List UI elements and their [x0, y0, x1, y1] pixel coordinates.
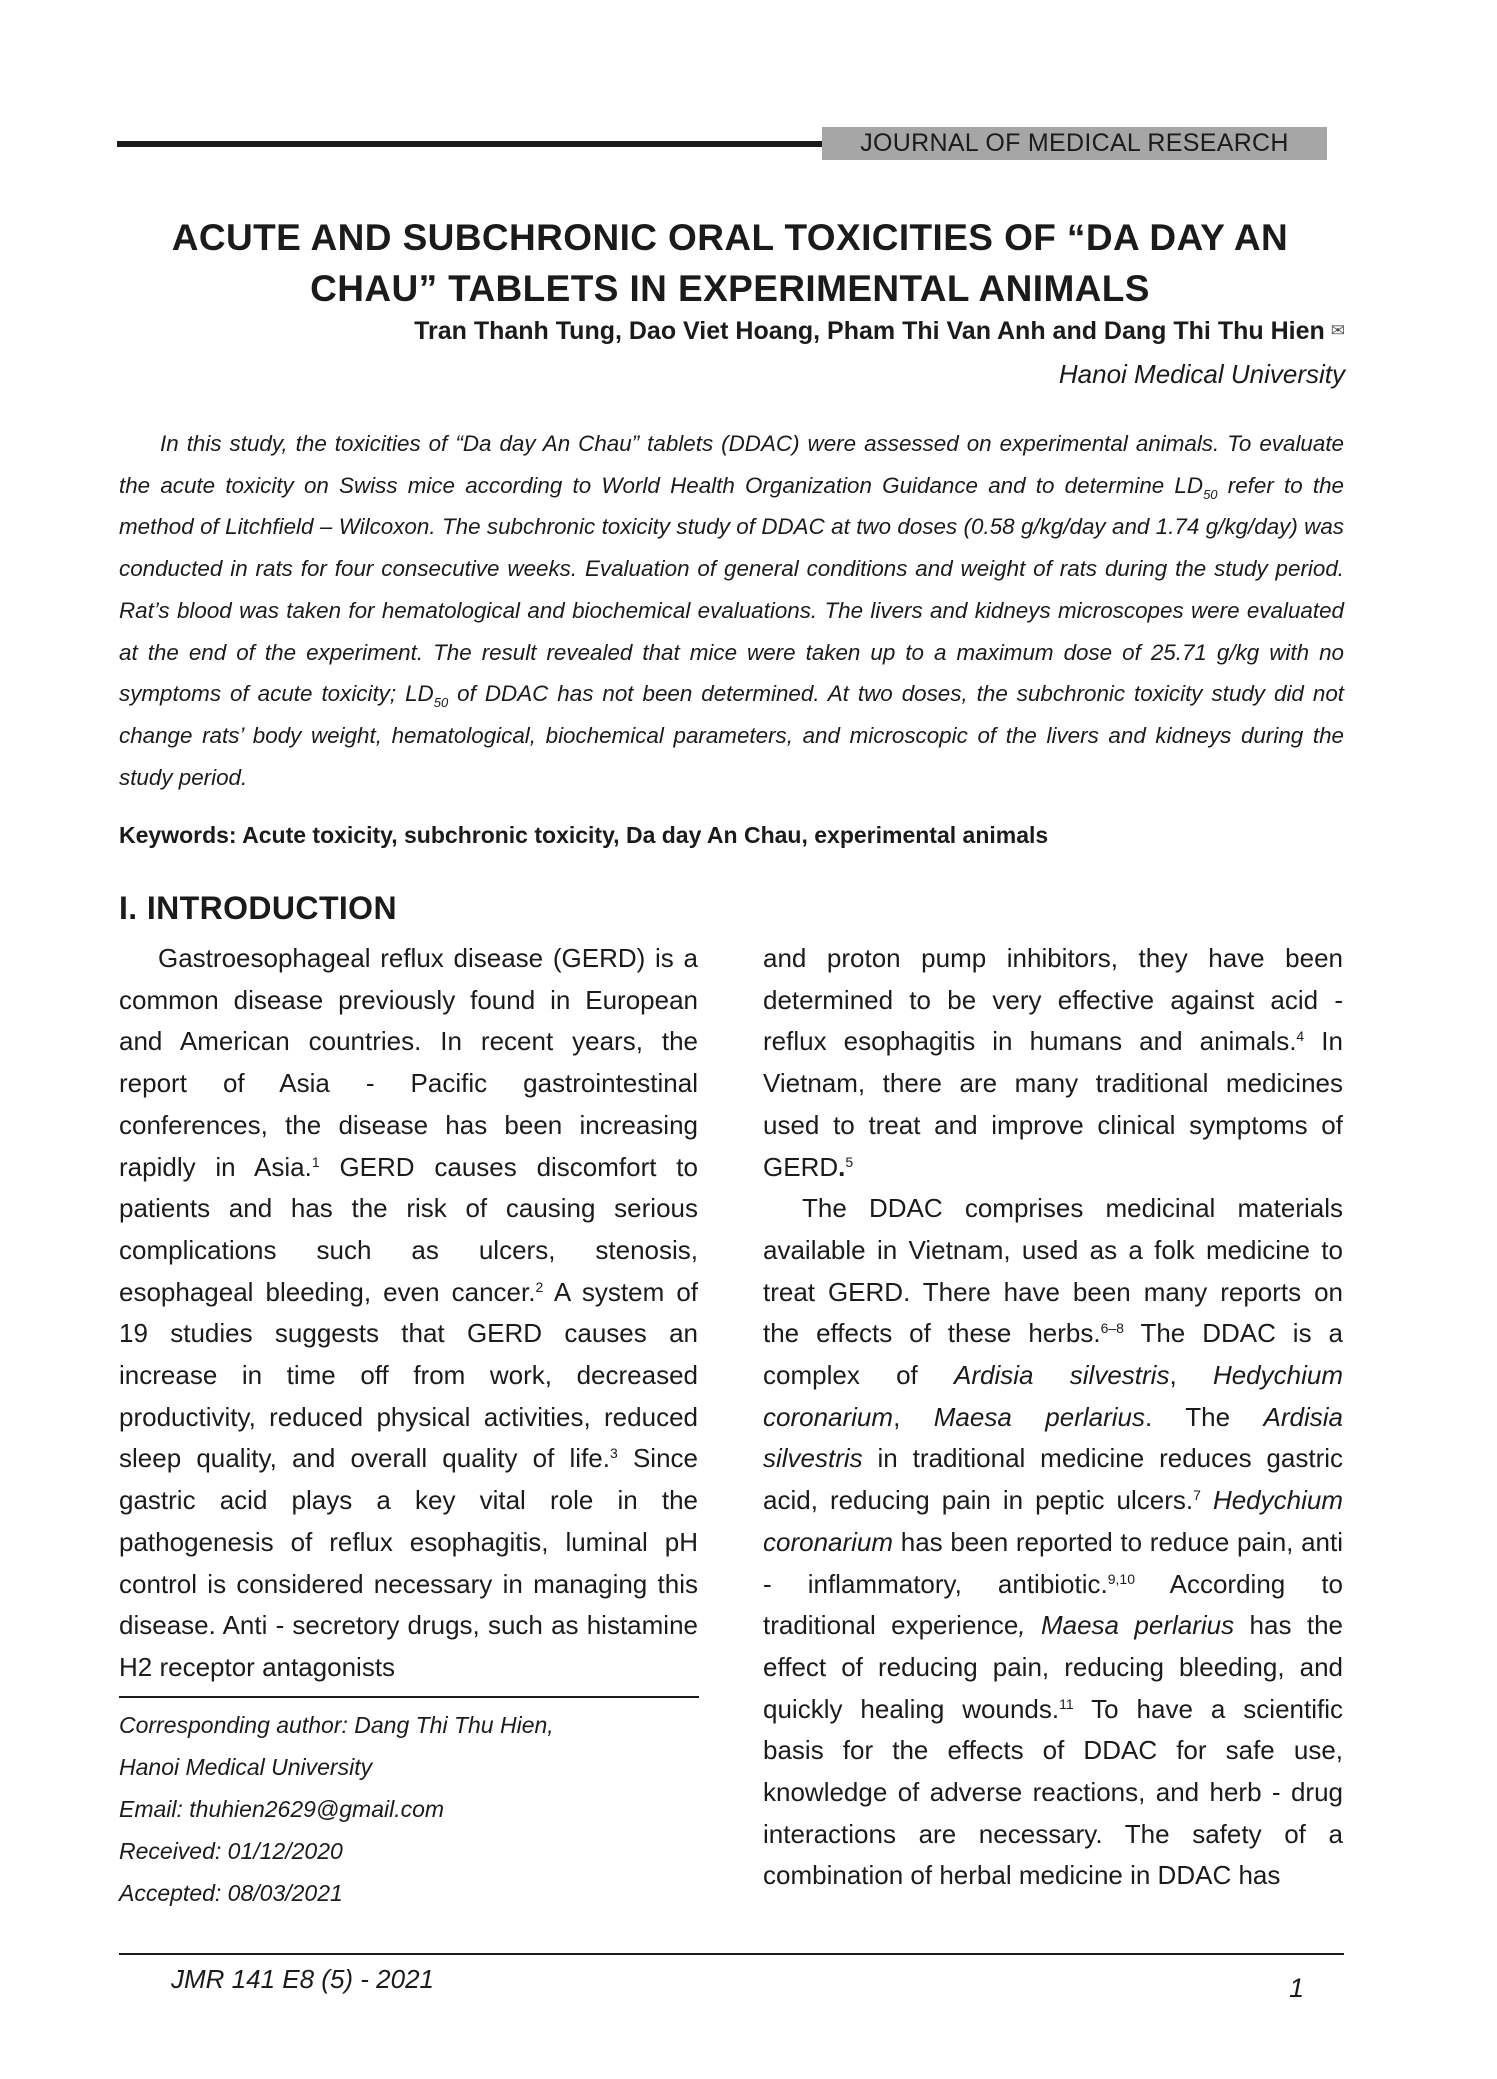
footnote-rule — [119, 1696, 699, 1698]
page-number: 1 — [1289, 1973, 1305, 2003]
journal-citation: JMR 141 E8 (5) - 2021 — [171, 1964, 435, 1994]
reference-superscript: 9,10 — [1107, 1570, 1135, 1587]
body-column-right — [763, 938, 1343, 1897]
species-name: Hedychium coronarium — [763, 1360, 1343, 1432]
species-name: Maesa perlarius — [1040, 1610, 1235, 1641]
abstract-text: refer to the method of Litchfield – Wilcoxon. The subchronic toxicity study of DDAC at two doses (0.58 g/kg/day and 1.74 g/kg/day) was conducted in rats for four consecutive weeks. Evaluation of general conditions and weight of rats during the study period. Rat’s blood was taken for hematological and biochemical evaluations. The livers and kidneys microscopes were evaluated at the end of the experiment. The result revealed that mice were taken up to a maximum dose of 25.71 g/kg with no symptoms of acute toxicity; LD — [119, 472, 1344, 707]
affiliation: Hanoi Medical University — [1058, 359, 1345, 389]
body-text: According to traditional experience — [763, 1568, 1343, 1641]
author-list — [414, 314, 1345, 348]
paragraph — [119, 938, 698, 1689]
reference-superscript: 3 — [609, 1445, 618, 1462]
body-text: The DDAC is a complex of — [763, 1318, 1343, 1391]
reference-superscript: 11 — [1059, 1695, 1074, 1712]
body-text: and proton pump inhibitors, they have been determined to be very effective against acid - reflux esophagitis in humans and animals. — [763, 943, 1343, 1057]
reference-superscript: 6–8 — [1100, 1320, 1124, 1337]
corresponding-author: Corresponding author: Dang Thi Thu Hien, — [119, 1712, 554, 1738]
body-text: , — [893, 1401, 934, 1432]
body-text: GERD causes discomfort to patients and has the risk of causing serious complications such as ulcers, stenosis, esophageal bleeding, even cancer. — [119, 1151, 698, 1307]
species-name: Maesa perlarius — [933, 1401, 1145, 1432]
reference-superscript: 7 — [1193, 1487, 1201, 1504]
reference-superscript: 1 — [311, 1153, 320, 1170]
species-name: Ardisia silvestris — [954, 1360, 1170, 1391]
body-column-left — [119, 938, 698, 1689]
body-text: Gastroesophageal reflux disease (GERD) is a common disease previously found in European and American countries. In recent years, the report of Asia - Pacific gastrointestinal conferences, the disease has been increasing rapidly in Asia. — [119, 943, 698, 1182]
header-rule — [117, 141, 832, 147]
received-date: Received: 01/12/2020 — [119, 1838, 343, 1864]
journal-name-banner: JOURNAL OF MEDICAL RESEARCH — [822, 127, 1327, 160]
body-text: , — [1169, 1360, 1213, 1391]
accepted-date: Accepted: 08/03/2021 — [119, 1880, 343, 1906]
section-heading: I. INTRODUCTION — [119, 890, 397, 926]
footnote — [119, 1704, 698, 1914]
authors-text: Tran Thanh Tung, Dao Viet Hoang, Pham Thi Van Anh and Dang Thi Thu Hien — [414, 317, 1325, 345]
body-text: in traditional medicine reduces gastric acid, reducing pain in peptic ulcers. — [763, 1443, 1343, 1516]
abstract-text: In this study, the toxicities of “Da day An Chau” tablets (DDAC) were assessed on experimental animals. To evaluate the acute toxicity on Swiss mice according to World Health Organization Guidance and to determine LD — [119, 431, 1344, 498]
body-text: has been reported to reduce pain, anti - inflammatory, antibiotic. — [763, 1526, 1343, 1599]
envelope-icon: ✉ — [1330, 321, 1345, 340]
subscript: 50 — [1203, 486, 1218, 502]
body-text — [1201, 1485, 1213, 1515]
keywords: Keywords: Acute toxicity, subchronic toxicity, Da day An Chau, experimental animals — [119, 822, 1049, 848]
species-name: Hedychium coronarium — [763, 1485, 1343, 1557]
body-text: To have a scientific basis for the effects of DDAC for safe use, knowledge of adverse reactions, and herb - drug interactions are necessary. The safety of a combination of herbal medicine in DDAC has — [763, 1693, 1343, 1891]
species-name: Ardisia silvestris — [763, 1401, 1343, 1474]
paragraph — [763, 938, 1343, 1188]
body-text: In Vietnam, there are many traditional medicines used to treat and improve clinical symptoms of GERD — [763, 1026, 1343, 1182]
body-text: A system of 19 studies suggests that GERD causes an increase in time off from work, decreased productivity, reduced physical activities, reduced sleep quality, and overall quality of life. — [119, 1276, 698, 1474]
reference-superscript: 4 — [1296, 1028, 1305, 1045]
body-text: . The — [1145, 1401, 1264, 1432]
body-text: Since gastric acid plays a key vital role in the pathogenesis of reflux esophagitis, luminal pH control is considered necessary in managing this disease. Anti - secretory drugs, such as histamine H2 receptor antagonists — [119, 1443, 699, 1682]
body-text — [1026, 1610, 1041, 1640]
abstract-text: of DDAC has not been determined. At two doses, the subchronic toxicity study did not change rats’ body weight, hematological, biochemical parameters, and microscopic of the livers and kidneys during the study period. — [119, 681, 1344, 790]
footnote-institution: Hanoi Medical University — [119, 1754, 373, 1780]
subscript: 50 — [433, 695, 449, 711]
title-line-2: CHAU” TABLETS IN EXPERIMENTAL ANIMALS — [310, 268, 1150, 309]
reference-superscript: 2 — [535, 1278, 544, 1295]
abstract — [119, 423, 1344, 798]
body-text: , — [1018, 1610, 1026, 1641]
paragraph — [763, 1188, 1343, 1897]
body-text: . — [838, 1151, 846, 1182]
paper-title — [110, 212, 1350, 314]
footnote-email: Email: thuhien2629@gmail.com — [119, 1796, 445, 1822]
title-line-1: ACUTE AND SUBCHRONIC ORAL TOXICITIES OF “DA DAY AN — [171, 217, 1289, 258]
body-text: has the effect of reducing pain, reducing bleeding, and quickly healing wounds. — [763, 1610, 1343, 1724]
footer-rule — [119, 1953, 1344, 1955]
reference-superscript: 5 — [845, 1153, 854, 1170]
body-text: The DDAC comprises medicinal materials available in Vietnam, used as a folk medicine to treat GERD. There have been many reports on the effects of these herbs. — [763, 1193, 1343, 1349]
